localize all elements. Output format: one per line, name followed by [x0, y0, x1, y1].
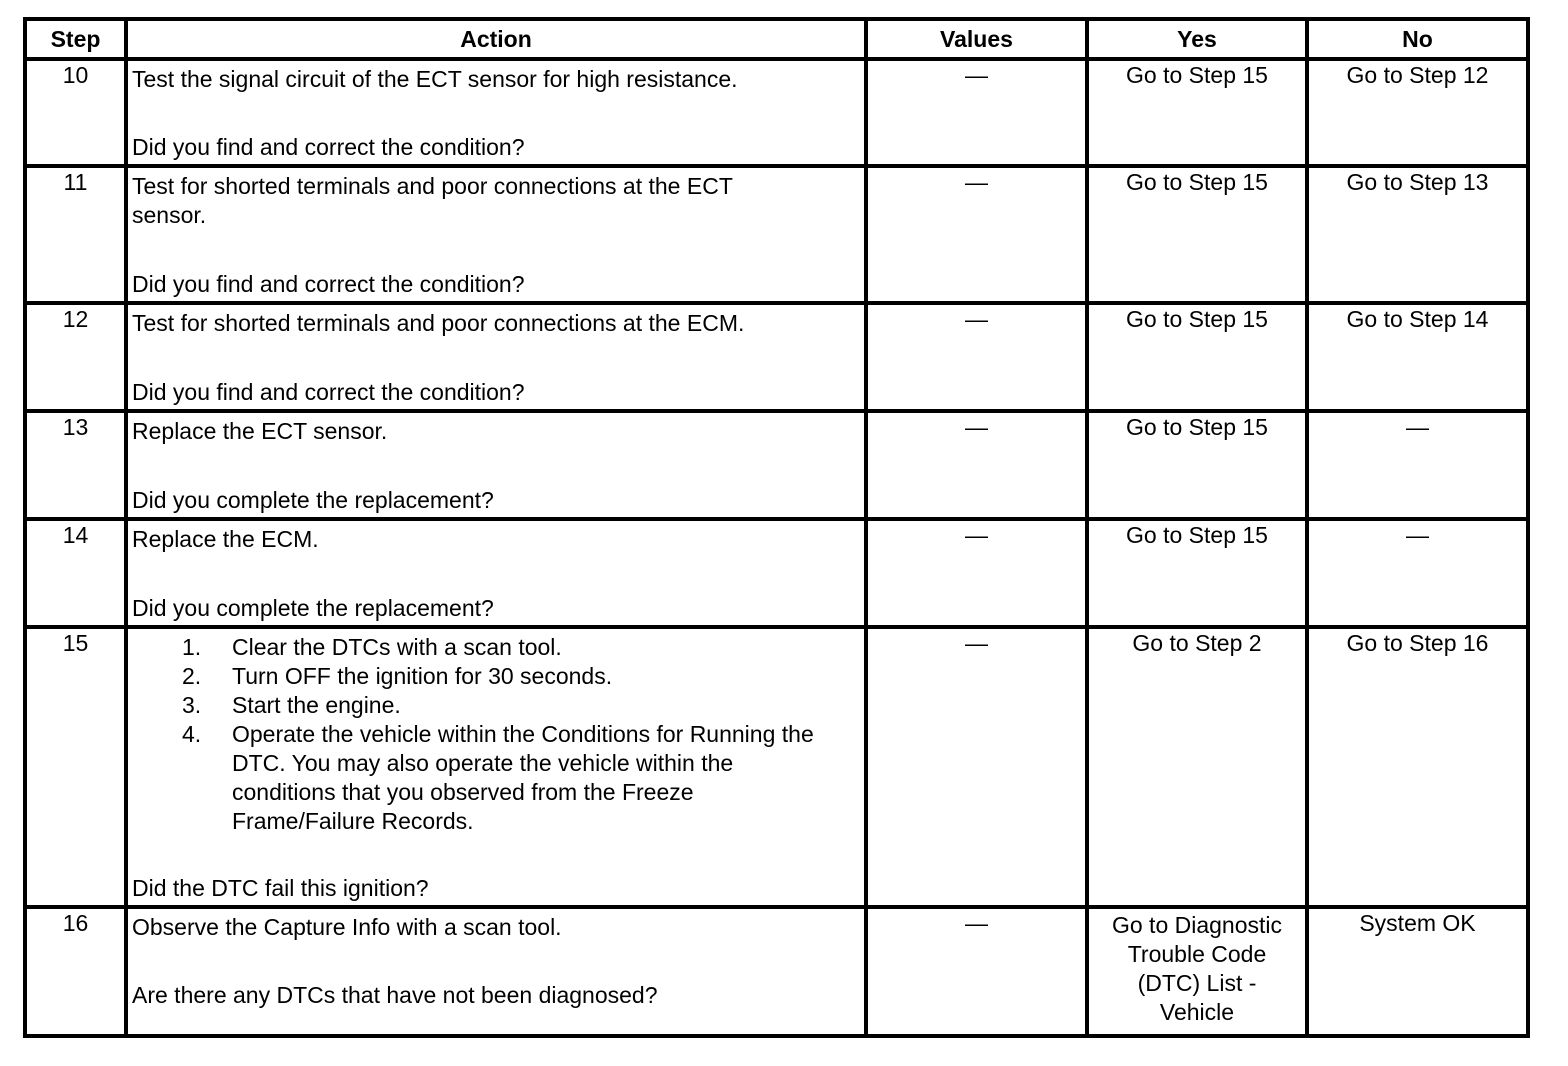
step-number: 13 [25, 411, 126, 519]
action-question: Did you complete the replacement? [132, 487, 494, 513]
header-action: Action [126, 19, 866, 59]
step-number: 10 [25, 59, 126, 166]
values-cell: — [866, 519, 1087, 627]
values-cell: — [866, 907, 1087, 1036]
substep-item [182, 691, 860, 720]
no-cell: Go to Step 12 [1307, 59, 1528, 166]
action-text: Test the signal circuit of the ECT sensor for high resistance. [132, 66, 738, 92]
step-number: 16 [25, 907, 126, 1036]
no-cell: Go to Step 16 [1307, 627, 1528, 907]
substep-item [182, 633, 860, 662]
substep-list [132, 633, 860, 836]
table-row [25, 519, 1528, 627]
action-question: Did the DTC fail this ignition? [132, 875, 429, 901]
table-row [25, 411, 1528, 519]
table-row [25, 59, 1528, 166]
yes-cell: Go to Step 2 [1087, 627, 1307, 907]
action-question: Did you find and correct the condition? [132, 271, 525, 297]
header-step: Step [25, 19, 126, 59]
substep-text: Turn OFF the ignition for 30 seconds. [232, 663, 613, 689]
yes-cell: Go to Step 15 [1087, 411, 1307, 519]
values-cell: — [866, 627, 1087, 907]
yes-cell: Go to Step 15 [1087, 59, 1307, 166]
yes-cell: Go to Step 15 [1087, 303, 1307, 411]
substep-number: 1. [182, 634, 202, 660]
yes-cell: Go to Diagnostic Trouble Code (DTC) List - Vehicle [1087, 907, 1307, 1036]
header-values: Values [866, 19, 1087, 59]
action-cell [126, 166, 866, 303]
table-row [25, 166, 1528, 303]
yes-cell: Go to Step 15 [1087, 519, 1307, 627]
substep-number: 2. [182, 663, 202, 689]
action-cell [126, 519, 866, 627]
action-cell [126, 411, 866, 519]
action-question: Are there any DTCs that have not been diagnosed? [132, 982, 658, 1008]
table-row [25, 303, 1528, 411]
diagnostic-table [23, 17, 1530, 1038]
action-text: Observe the Capture Info with a scan tool. [132, 914, 562, 940]
no-cell: Go to Step 14 [1307, 303, 1528, 411]
no-cell: Go to Step 13 [1307, 166, 1528, 303]
step-number: 15 [25, 627, 126, 907]
no-cell: — [1307, 411, 1528, 519]
action-cell [126, 303, 866, 411]
action-cell [126, 59, 866, 166]
header-row [25, 19, 1528, 59]
action-text: Replace the ECT sensor. [132, 418, 388, 444]
action-question: Did you complete the replacement? [132, 595, 494, 621]
substep-number: 4. [182, 721, 202, 747]
values-cell: — [866, 166, 1087, 303]
header-yes: Yes [1087, 19, 1307, 59]
values-cell: — [866, 411, 1087, 519]
values-cell: — [866, 303, 1087, 411]
action-cell [126, 907, 866, 1036]
substep-text: Clear the DTCs with a scan tool. [232, 634, 562, 660]
no-cell: System OK [1307, 907, 1528, 1036]
header-no: No [1307, 19, 1528, 59]
substep-item [182, 720, 860, 836]
table-row [25, 627, 1528, 907]
substep-text: Start the engine. [232, 692, 401, 718]
values-cell: — [866, 59, 1087, 166]
action-question: Did you find and correct the condition? [132, 134, 525, 160]
yes-cell: Go to Step 15 [1087, 166, 1307, 303]
action-text: Test for shorted terminals and poor connections at the ECT sensor. [132, 173, 733, 228]
action-cell [126, 627, 866, 907]
action-text: Test for shorted terminals and poor connections at the ECM. [132, 310, 745, 336]
action-question: Did you find and correct the condition? [132, 379, 525, 405]
table-row [25, 907, 1528, 1036]
substep-text: Operate the vehicle within the Conditions for Running the DTC. You may also operate the vehicle within the conditions that you observed from the Freeze Frame/Failure Records. [232, 721, 814, 834]
step-number: 12 [25, 303, 126, 411]
step-number: 11 [25, 166, 126, 303]
no-cell: — [1307, 519, 1528, 627]
substep-item [182, 662, 860, 691]
step-number: 14 [25, 519, 126, 627]
substep-number: 3. [182, 692, 202, 718]
action-text: Replace the ECM. [132, 526, 319, 552]
